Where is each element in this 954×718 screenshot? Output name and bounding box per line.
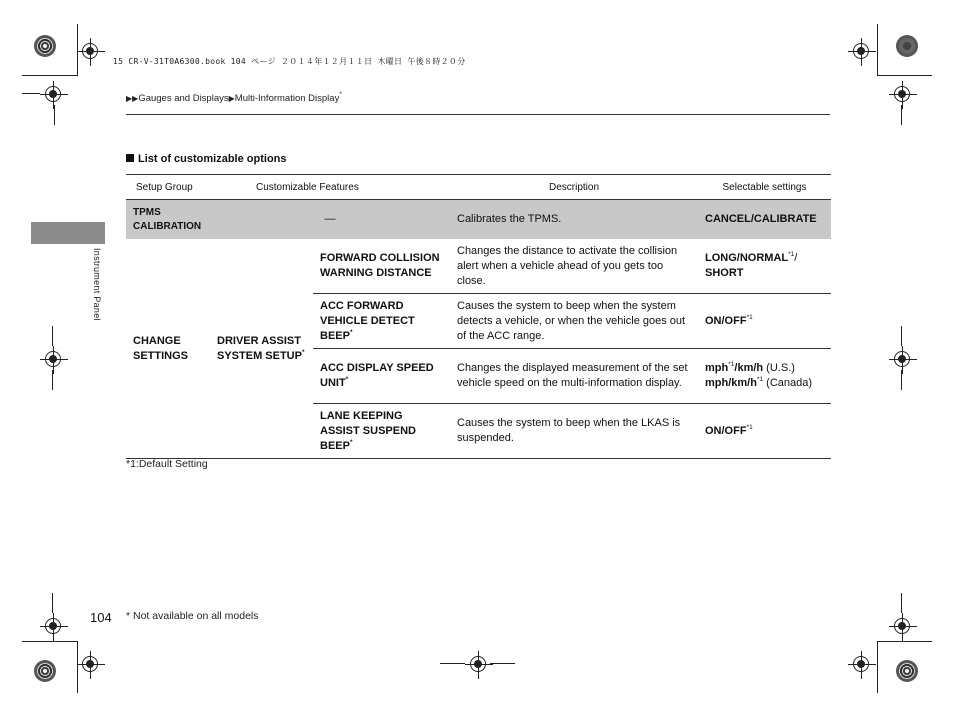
square-bullet-icon (126, 154, 134, 162)
options-table (126, 174, 831, 459)
section-title-text: List of customizable options (138, 153, 287, 165)
table-row (126, 239, 831, 294)
feature-cell: LANE KEEPING ASSIST SUSPEND BEEP* (313, 404, 450, 459)
page-number: 104 (90, 610, 112, 625)
registration-mark-icon (853, 656, 869, 672)
section-title (126, 153, 287, 165)
setting-cell: mph$^{*1}$/km/h (U.S.) mph/$km/h^{*1}$ (Canada) (698, 349, 831, 404)
registration-mark-icon (45, 351, 61, 367)
description-cell: Causes the system to beep when the LKAS is suspended. (450, 404, 698, 459)
chapter-label: Instrument Panel (92, 248, 102, 321)
registration-mark-icon (894, 351, 910, 367)
color-bar-icon (34, 660, 56, 682)
footnote: *1:Default Setting (126, 458, 208, 470)
setup-group-tpms: TPMS CALIBRATION (126, 200, 210, 240)
header-setup-group: Setup Group (126, 175, 210, 200)
feature-cell: ACC DISPLAY SPEED UNIT* (313, 349, 450, 404)
breadcrumb-separator: ▶ (228, 94, 235, 103)
header-selectable-settings: Selectable settings (698, 175, 831, 200)
registration-mark-icon (470, 656, 486, 672)
availability-note: * Not available on all models (126, 610, 259, 622)
registration-mark-icon (82, 43, 98, 59)
table-row (126, 200, 831, 240)
breadcrumb (126, 93, 342, 104)
registration-mark-icon (894, 618, 910, 634)
registration-mark-icon (45, 618, 61, 634)
color-bar-icon (34, 35, 56, 57)
description-cell: Causes the system to beep when the system detects a vehicle, or when the vehicle goes out of the ACC range. (450, 294, 698, 349)
color-bar-icon (896, 660, 918, 682)
color-bar-icon (896, 35, 918, 57)
table-header-row (126, 175, 831, 200)
description-cell: Changes the distance to activate the collision alert when a vehicle ahead of you gets too close. (450, 239, 698, 294)
setup-group-driver-assist: DRIVER ASSIST SYSTEM SETUP* (210, 239, 313, 459)
registration-mark-icon (894, 86, 910, 102)
header-description: Description (450, 175, 698, 200)
setup-group-change-settings: CHANGE SETTINGS (126, 239, 210, 459)
breadcrumb-asterisk: * (339, 91, 342, 98)
feature-cell: — (210, 200, 450, 240)
description-cell: Changes the displayed measurement of the set vehicle speed on the multi-information display. (450, 349, 698, 404)
breadcrumb-link-gauges[interactable]: Gauges and Displays (138, 93, 229, 104)
breadcrumb-arrows: ▶▶ (126, 94, 139, 103)
feature-cell: ACC FORWARD VEHICLE DETECT BEEP* (313, 294, 450, 349)
description-cell: Calibrates the TPMS. (450, 200, 698, 240)
breadcrumb-divider (126, 114, 830, 115)
setting-cell: LONG/NORMAL$^{*1}$/ SHORT (698, 239, 831, 294)
header-customizable-features: Customizable Features (210, 175, 450, 200)
setting-cell: CANCEL/CALIBRATE (698, 200, 831, 240)
registration-mark-icon (82, 656, 98, 672)
print-header: 15 CR-V-31T0A6300.book 104 ページ ２０１４年１２月１１日 木曜日 午後８時２０分 (113, 57, 466, 66)
breadcrumb-link-mid[interactable]: Multi-Information Display (234, 93, 340, 104)
registration-mark-icon (853, 43, 869, 59)
registration-mark-icon (45, 86, 61, 102)
chapter-tab[interactable] (31, 222, 105, 244)
setting-cell: ON/OFF$^{*1}$ (698, 404, 831, 459)
feature-cell: FORWARD COLLISION WARNING DISTANCE (313, 239, 450, 294)
setting-cell: ON/OFF$^{*1}$ (698, 294, 831, 349)
